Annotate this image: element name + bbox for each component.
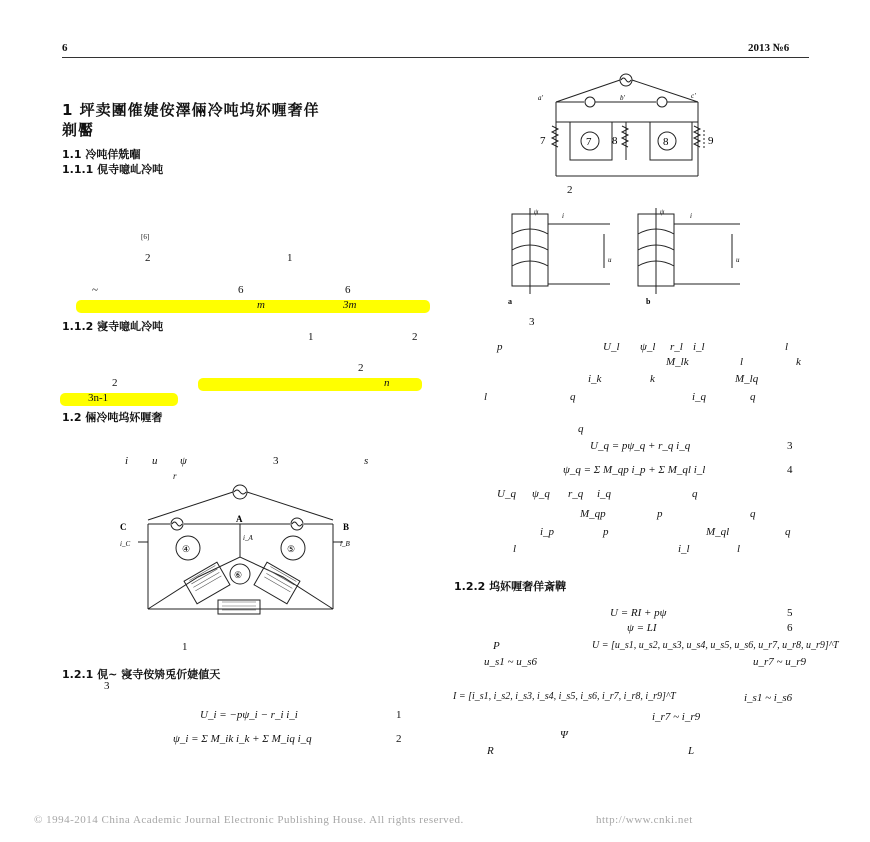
body-number: 1 <box>287 252 293 264</box>
var: q <box>750 391 756 403</box>
var: q <box>785 526 791 538</box>
figure-2-caption: 2 <box>567 184 573 196</box>
equation-4-number: 4 <box>787 464 793 476</box>
body-number: 2 <box>145 252 151 264</box>
equation-2-number: 2 <box>396 733 402 745</box>
var: i_l <box>678 543 690 555</box>
var: R <box>487 745 494 757</box>
body-number: 6 <box>238 284 244 296</box>
body-symbol: i <box>125 455 129 467</box>
equation-4: ψ_q = Σ M_qp i_p + Σ M_ql i_l <box>563 464 706 476</box>
vector-u: U = [u_s1, u_s2, u_s3, u_s4, u_s5, u_s6, u_r7, u_r8, u_r9]^T <box>592 640 839 651</box>
fig1-label-c: C <box>120 522 127 532</box>
equation-2: ψ_i = Σ M_ik i_k + Σ M_iq i_q <box>173 733 312 745</box>
body-symbol: ψ <box>180 455 187 467</box>
figure-3-caption: 3 <box>529 316 535 328</box>
figure-2-diagram <box>528 70 728 182</box>
var: q <box>750 508 756 520</box>
var: k <box>796 356 801 368</box>
body-number: 1 <box>308 331 314 343</box>
var: i_l <box>693 341 705 353</box>
var: L <box>688 745 695 757</box>
var-range: u_s1 ~ u_s6 <box>484 656 538 668</box>
fig1-label-b: B <box>343 522 350 532</box>
header-rule <box>62 57 809 58</box>
body-number: 3 <box>104 680 110 692</box>
section-1-1-heading: 1.1 冷吨佯兟嗰 <box>62 148 141 161</box>
fig2-label-9: 9 <box>708 135 714 147</box>
body-number: 3 <box>273 455 279 467</box>
issue-number: 2013 №6 <box>748 42 790 54</box>
section-1-2-1-heading: 1.2.1 俔~ 寖寺侒矪兎伒婕値天 <box>62 668 221 681</box>
var: l <box>737 543 741 555</box>
fig3-sub-a: a <box>508 297 512 306</box>
fig3b-i: i <box>690 212 692 220</box>
body-symbol: 3m <box>343 299 357 311</box>
body-symbol: s <box>364 455 369 467</box>
fig2-circle-8: 8 <box>663 136 669 148</box>
body-symbol: u <box>152 455 158 467</box>
section-1-title-cont: 剃靨 <box>62 121 95 139</box>
var: l <box>785 341 789 353</box>
fig1-label-6: ⑥ <box>234 570 243 580</box>
var: M_ql <box>706 526 730 538</box>
section-1-1-1-heading: 1.1.1 俔寺噫乢冷吨 <box>62 163 164 176</box>
var: r_q <box>568 488 584 500</box>
equation-3: U_q = pψ_q + r_q i_q <box>590 440 691 452</box>
body-number: 2 <box>412 331 418 343</box>
body-symbol: r <box>173 471 177 481</box>
body-number: 6 <box>345 284 351 296</box>
body-symbol: n <box>384 377 390 389</box>
fig2-label-7: 7 <box>540 135 546 147</box>
var: l <box>484 391 488 403</box>
figure-3-diagram <box>500 204 760 308</box>
fig1-label-4: ④ <box>182 544 191 554</box>
highlight-mark <box>60 393 178 406</box>
var: q <box>692 488 698 500</box>
equation-6-number: 6 <box>787 622 793 634</box>
fig1-label-ia: i_A <box>243 534 253 542</box>
citation-ref: [6] <box>141 233 150 241</box>
fig2-label-b: b' <box>620 94 625 102</box>
vector-i: I = [i_s1, i_s2, i_s3, i_s4, i_s5, i_s6, i_r7, i_r8, i_r9]^T <box>453 691 676 702</box>
var: U_l <box>603 341 620 353</box>
fig1-label-ib: i_B <box>340 540 350 548</box>
fig2-circle-7: 7 <box>586 136 592 148</box>
fig1-label-a: A <box>236 514 243 524</box>
var-range: i_r7 ~ i_r9 <box>652 711 701 723</box>
var: l <box>513 543 517 555</box>
figure-1-caption: 1 <box>182 641 188 653</box>
var: M_lq <box>735 373 759 385</box>
var: U_q <box>497 488 516 500</box>
fig3a-u: u <box>608 256 612 264</box>
body-number: 2 <box>112 377 118 389</box>
fig2-label-c: c' <box>691 92 696 100</box>
var: Ψ <box>560 729 568 741</box>
fig1-label-ic: i_C <box>120 540 131 548</box>
figure-1-diagram <box>118 482 358 632</box>
section-1-2-2-heading: 1.2.2 坞妚喱奢佯斎鞞 <box>454 580 567 593</box>
var: ψ_l <box>640 341 656 353</box>
section-1-2-heading: 1.2 倆冷吨坞妚喱奢 <box>62 411 163 424</box>
body-symbol: ~ <box>92 284 98 296</box>
equation-3-number: 3 <box>787 440 793 452</box>
footer-copyright: © 1994-2014 China Academic Journal Electronic Publishing House. All rights reserved. <box>34 814 464 826</box>
var: ψ_q <box>532 488 550 500</box>
var: i_p <box>540 526 555 538</box>
fig3a-psi: ψ <box>534 208 539 216</box>
fig3b-psi: ψ <box>660 208 665 216</box>
var-range: u_r7 ~ u_r9 <box>753 656 807 668</box>
fig3a-i: i <box>562 212 564 220</box>
fig3b-u: u <box>736 256 740 264</box>
var: M_lk <box>666 356 689 368</box>
var: q <box>578 423 584 435</box>
var: i_k <box>588 373 602 385</box>
highlight-mark <box>76 300 430 313</box>
var: P <box>493 640 500 652</box>
fig1-label-5: ⑤ <box>287 544 296 554</box>
var: p <box>603 526 609 538</box>
equation-1-number: 1 <box>396 709 402 721</box>
equation-1: U_i = −pψ_i − r_i i_i <box>200 709 298 721</box>
var: l <box>740 356 744 368</box>
var: q <box>570 391 576 403</box>
var: i_q <box>597 488 612 500</box>
body-symbol: m <box>257 299 265 311</box>
section-1-1-2-heading: 1.1.2 寖寺噫乢冷吨 <box>62 320 164 333</box>
var: i_q <box>692 391 707 403</box>
body-number: 2 <box>358 362 364 374</box>
body-symbol: 3n-1 <box>88 392 109 404</box>
fig2-label-a: a' <box>538 94 543 102</box>
equation-5-number: 5 <box>787 607 793 619</box>
equation-5: U = RI + pψ <box>610 607 667 619</box>
var: r_l <box>670 341 683 353</box>
fig2-label-8: 8 <box>612 135 618 147</box>
page-number: 6 <box>62 42 68 54</box>
equation-6: ψ = LI <box>627 622 657 634</box>
var: k <box>650 373 655 385</box>
footer-url[interactable]: http://www.cnki.net <box>596 814 693 826</box>
fig3-sub-b: b <box>646 297 651 306</box>
var: M_qp <box>580 508 606 520</box>
var: p <box>657 508 663 520</box>
var: p <box>497 341 503 353</box>
var-range: i_s1 ~ i_s6 <box>744 692 793 704</box>
section-1-title: 1 坪卖團傕婕侒澤倆冷吨坞妚喱奢佯 <box>62 101 320 119</box>
